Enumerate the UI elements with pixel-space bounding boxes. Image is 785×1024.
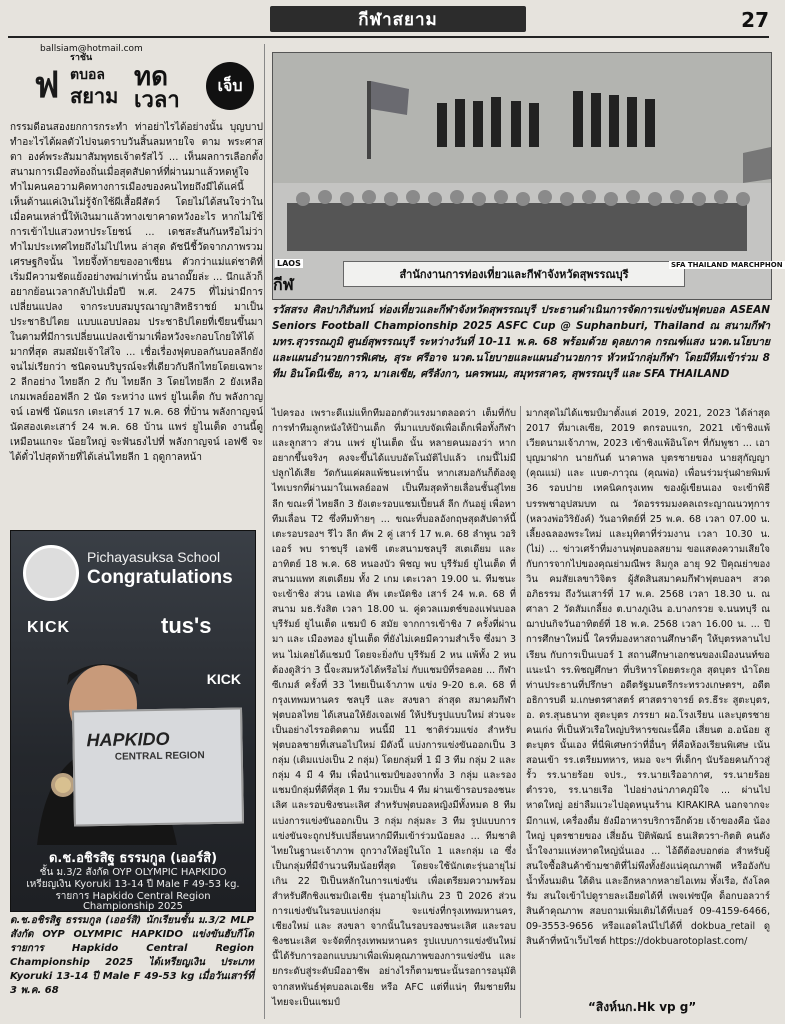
news-photo (272, 52, 783, 300)
columnist-signature: “สิงห์นก.Hk vp g” (588, 1000, 697, 1014)
section-title: กีฬาสยาม (270, 6, 526, 32)
ad-brand-text: tus's (161, 613, 212, 638)
logo-time-word2: เวลา (134, 88, 180, 113)
column-divider-right (520, 406, 521, 1018)
certificate (72, 708, 244, 827)
ad-line-medal: เหรียญเงิน Kyoruki 13-14 ปี Male F 49-53 kg. (26, 879, 240, 890)
ad-caption: ด.ช.อชิรสิฐ ธรรมกูล (เออร์สิ) นักเรียนชั้น ม.3/2 MLP สังกัด OYP OLYMPIC HAPKIDO แข่งขันฮับกีโดรายการ Hapkido Central Region Championship 2025 ได้เหรียญเงิน ประเภท Kyoruki 13-14 ปี Male F 49-53 kg เมื่อวันเสาร์ที่ 3 พ.ค. 68 (10, 915, 254, 996)
right-article-text: มากสุดไม่ได้แชมป์มาตั้งแต่ 2019, 2021, 2023 ได้ล่าสุด 2017 ที่มาเลเซีย, 2019 ตกรอบแรก, 2021 เข้าชิงแพ้เวียดนามเจ้าภาพ, 2023 เข้าชิงแพ้อินโดฯ ที่กัมพูชา ... เอาบุญมาฝาก นายกันต์ นาคาพล บุตรชายของ นายสุกัญญา (คุณแม่) และ แบต-ภาวุณ (คุณพ่อ) เพื่อนร่วมรุ่นฝ่ายพิมพ์ 36 รอบปาย เทคนิคกรุงเทพ ของผู้เขียนเอง จะเข้าพิธีบรรพชาอุปสมบท ณ วัดอรรรมมงคลเถระญาณนวทุการ (หลวงพ่อวิริยังค์) วันอาทิตย์ที่ 25 พ.ค. 68 เวลา 07.00 น. เลี้ยงฉลองพระใหม่ และมุทิตาที่ร่วมงาน เวลา 10.30 น. (ไม่) ... ข่าวเศร้าที่มงานฟุตบอลสยาม ขอแสดงความเสียใจกับการจากไปของคุณย่ามณีพร ลิมกูล อายุ 92 ปีคุณย่าของ วิน คมสัยเลขาวิจิตร ผู้สัดสินสมาคมกีฬาฟุตบอลฯ สวดอภิธรรม ถึงวันเสาร์ที่ 17 พ.ค. 2568 เวลา 18.30 น. ณ ศาลา 2 วัดสัมเกลี้ยง ต.บางภูเงิน อ.บางกรวย จ.นนทบุรี ณ ฌาปนกิจวันอาทิตย์ที่ 18 พ.ค. 2568 เวลา 16.00 น. ... ปีการศึกษาใหม่นี้ ใครที่มองหาสถานศึกษาดีๆ ให้บุตรหลานไปเรียน กับการเป็นเบอร์ 1 สถานศึกษาเอกชนของเมืองนนท์ขอแนะนำ รร.พิชญศึกษา ที่บริหารโดยตระกูล สุดบุตร นำโดย ท่านประธานที่ปรึกษา อดีตรัฐมนตรีกระทรวงเกษตรฯ, อดีตอธิการบดี ม.เกษตรศาสตร์ ศาสตราจารย์ ดร.ธีระ สูตะบุตร, อ. ดร.สุนธนาท สูตะบุตร ภรรยา ผอ.โรงเรียน และบุตรชายคนเก่ง ที่เป็นหัวเรือใหญ่บริหารขณะนี้คือ เสี่ยนต อ.อน้อย สูตะบุตร นั้นเอง ที่นี่พิเศษกว่าที่อื่นๆ ที่คือห้องเรียนพิเศษ เน้นสอนเข้า รร.เตรียมทหาร, หมอ จะฯ ที่เด็กๆ นับร้อยคนก้าวสู่รั้ว รร.นายร้อย จปร., รร.นายเรืออากาศ, รร.นายร้อยตำรวจ, รร.นายเรือ ไปอย่างน่าภาคภูมิใจ ... ผ่านไปหาดใหญ่ อย่าลืมแวะไปอุดหนุนร้าน KIRAKIRA นอกจากจะมีกาแฟ, เครื่องดื่ม ยังมีอาหารบริการอีกด้วย เจ้าของคือ น้องใหญ่ บุตรชายของ เสี่ยอ้น ปิติพัฒน์ ธนเสิตวรา-กิตติ คนดังน้ำใจงามแห่งหาดใหญ่นั่นเอง ... ไอ้ดีต้องบอกต่อ สำหรับผู้สนใจซื้อสินค้าข้ามชาติที่ไม่พึงทั้งยังแน่คุณภาพดี หรืออังกับน้ำทั้งนมดิน ใต้ดิน และอีกหลากหลายไอเทม ทั้งเรือ, ถังโลครัม สนใจเข้าไปดูรายละเอียดได้ที่ เพจเฟซบุ๊ค ด็อกบอลวาร์สินค้าคุณภาพ สอบถามเพิ่มเติมได้ที่เบอร์ 09-4159-6466, 09-3553-9656 หรือแอดไลน์ไปได้ที่ dokbua_retail ดูสินค้าที่หน้าเว็บไซต์ https://dokbuarotoplast.com/ (526, 408, 770, 948)
left-article-text: กรรมดีอนสองยกการกระทำ ท่าอย่าไรได้อย่างนั้น บุญบาปทำอะไรได้ผลตัวไปจนตราบวันสิ้นลมหายใจ ตาม พระศาสตา องค์พระสัมมาสัมพุทธเจ้าตรัสไว้ ... เห็นผลการเลือกตั้งสนามการเมืองท้องถิ่นเมื่อสุดสัปดาห์ที่ผ่านมาแล้วหดหู่ใจ ทำไมคนคอวามคิดทางการเมืองของคนไทยถึงมีได้แค่นี้ เห็นด้านแค่เงินไม่รู้จักใช้ผีเสื้อผีสัตว์ โดยไม่ได้สนใจว่าในเมื่อคนเหล่านี้ให้เงินมาแล้วทางเขาคาดหวังอะไร หากไม่ใช้การเข้าไปแสวงหาประโยชน์ ... เดชสะสันกันหรือไม่ว่า ทำไมประเทศไทยถึงไม่ไปไหน ล่าสุด ดัชนีชี้วัดจากภาพรวมเศรษฐกิจนั้น ไทยจึ้งท้ายของอาเซียน ตัวกว่าแม่แต่ชาติที่เริ่มมีความชัดแย้งอย่างพม่าเท่านั้น อนาถมั๊ยล่ะ ... นึกแล้วก็อยากย้อนเวลากลับไปเมื่อปี พ.ศ. 2475 ที่ไม่น่ามีการเปลี่ยนแปลง จากระบบสมบูรณาญาสิทธิราชย์ มาเป็นประชาธิปไตย แบบแอบปลอม ประชาธิปไตยที่เขียนขึ้นมาในตามที่มีการเปลี่ยนแปลงเข้ามาเพื่อหวังจะกอบโกยให้ได้มากที่สุด สมสมัยเจ้าใส่ใจ ... เชื่อเรื่องฟุตบอลกันบอลลีกยังจนไม่เรียกว่า ชนิดจนบริบูรณ์จะที่เดียวกับลีกไทยโดยเฉพาะ 2 ลีกอย่าง ไทยลีก 2 กับ ไทยลีก 3 โดยไทยลีก 2 ยังเหลือเกมเพลย์ออฟลีก 2 นัด ระหว่าง แพร่ ยูไนเต็ด กับ พลังกาญจน์ เอฟซี นัดแรก เตะเสาร์ 17 พ.ค. 68 ที่บ้าน พลังกาญจน์ นัดสองเตะเสาร์ 24 พ.ค. 68 บ้าน แพร่ ยูไนเต็ด งานนี้ดูเหมือนแกจะ น้อยใหญ่ จะฟันธงไปที่ พลังกาญจน์ เอฟซี จะได้ตั๋วไปสุดท้ายที่ได้เล่นไทยลีก 1 ฤดูกาลหน้า (10, 122, 263, 463)
logo-word2: สยาม (70, 84, 119, 108)
photo-sign-right: MARCHPHON (731, 261, 783, 269)
photo-sign-laos: LAOS (277, 259, 301, 268)
header-rule (8, 36, 769, 38)
photo-sign-sfa: SFA THAILAND (671, 261, 729, 269)
ad-congratulations: Congratulations (87, 567, 233, 588)
logo-time-word1: ทด (134, 62, 169, 92)
photo-banner: สำนักงานการท่องเที่ยวและกีฬาจังหวัดสุพรรณบุรี (343, 261, 685, 287)
photo-banner-left: กีฬ (273, 275, 294, 294)
middle-column (272, 406, 516, 1018)
logo-seal: เจ็บ (206, 62, 254, 110)
column-logo-block (34, 53, 254, 114)
page-number: 27 (741, 8, 769, 32)
school-seal-icon (23, 545, 79, 601)
logo-sub: ราชัน (70, 53, 93, 63)
logo-letter: ฟ (34, 64, 58, 106)
column-divider-left (264, 44, 265, 1019)
certificate-subtitle: CENTRAL REGION (114, 750, 205, 763)
column-logo (10, 44, 263, 116)
ad-kick-logo-right: KICK (206, 671, 241, 687)
masthead (0, 0, 777, 40)
ad-line-championship: Championship 2025 (82, 901, 184, 912)
ad-school-name: Pichayasuksa School (87, 549, 221, 565)
photo-caption: รวัสสรง ศิลปาภิสันทน์ ท่องเที่ยวและกีฬาจังหวัดสุพรรณบุรี ประธานดำเนินการจัดการแข่งขันฟุตบอล ASEAN Seniors Football Championship 2025 ASFC Cup @ Suphanburi, Thailand ณ สนามกีฬา มทร.สุวรรณภูมิ ศูนย์สุพรรณบุรี ระหว่างวันที่ 10-11 พ.ค. 68 พร้อมด้วย ดุลยภาค กรณฑ์แสง นวต.นโยบายและแผนอำนวยการพิเศษ, สุระ ศรีอาจ นวต.นโยบายและแผนอำนวยการ หัวหน้ากลุ่มกีฬา โดยมีทีมเข้าร่วม 8 ทีม อินโดนีเซีย, ลาว, มาเลเซีย, ศรีลังกา, นครพนม, สมุทรสาคร, สุพรรณบุรี และ SFA THAILAND (272, 304, 770, 380)
ad-kick-logo-left: KICK (27, 619, 71, 636)
right-column (526, 406, 770, 986)
advertisement (10, 530, 256, 912)
ad-line-event: รายการ Hapkido Central Region (55, 891, 211, 902)
logo-word1: ตบอล (70, 67, 105, 83)
middle-article-text: ไปครอง เพราะดีแม่แท็กทีมออกตัวแรงมาตลอดว่า เต็มที่กับการทำทีมลูกหนังให้ป้านเด็ก ที่มาแบบจัดเพื่อเด็กเพื่อทั้งกีฬาและลูกสาว ส่วน แพร่ ยูไนเต็ด นั้น หลายคนมองว่า หากอยากขึ้นจริงๆ คงจะขึ้นได้แบบอัตโนมัติไปแล้ว เกมนี้ไม่มีปลูกได้เสีย วัดกันแค่ผลแพ้ชนะเท่านั้น หากเสมอกันก็ต้องดูไทเบรกที่ผ่านมาในเพลย์ออฟ เป็นทีมสุดท้ายเลื่อนชั้นสู่ไทยลีก ขณะที่ ไทยลีก 3 ยังเตะรอบแชมเปี้ยนส์ ลีก กันอยู่ เพื่อหาทีมเลื่อน T2 ซึ่งทีมท้ายๆ ... ขณะที่บอลอังกฤษสุดสัปดาห์นี้ เตะรอบรองฯ รีไว ลีก คัพ 2 คู่ เสาร์ 17 พ.ค. 68 ลำพูน วอริเออร์ พบ ราชบุรี เอฟซี เตะสนามชลบุรี สเตเดียม และอาทิตย์ 18 พ.ค. 68 หนองบัว พิชญ พบ บุรีรัมย์ ยูไนเต็ด ที่สนามแพท สเตเดียม ทั้ง 2 เกม เตะเวลา 19.00 น. ทีมชนะจะเข้าชิง ส่วน เอฟเอ คัพ เตะนัดชิง เสาร์ 24 พ.ค. 68 ที่สนาม มธ.รังสิต เวลา 18.00 น. คู่ดวลแมตช์ของแฟนบอล บุรีรัมย์ ยูไนเต็ด แชมป์ 6 สมัย จากการเข้าชิง 7 ครั้งที่ผ่านมา และ เมืองทอง ยูไนเต็ด ที่ยังไม่เคยมีความสำเร็จ ซึ่งมา 3 หน ไม่เคยได้แชมป์ โดยจะยิ่งกับ บุรีรัมย์ 2 หน แพ้ทั้ง 2 หน ต้องดูสิว่า 3 นี้จะสมหวังได้หรือไม่ กับแชมป์ที่รอคอย ... กีฬาซีเกมส์ ครั้งที่ 33 ไทยเป็นเจ้าภาพ แข่ง 9-20 ธ.ค. 68 ที่กรุงเทพมหานคร ชลบุรี และ สงขลา ล่าสุด สมาคมกีฬาฟุตบอลไทย ได้เสนอให้ยังเจอเฟย์ ให้ปรับรูปแบบใหม่ ส่วนจะเป็นอย่างไรรอติดตาม หนนี้มี 11 ชาติร่วมแข่ง สำหรับฟุตบอลชายที่เสนอไปใหม่ มีดังนี้ แบ่งการแข่งขันออกเป็น 3 กลุ่ม (เดิมแบ่งเป็น 2 กลุ่ม) โดยกลุ่มที่ 1 มี 3 ทีม กลุ่ม 2 และ กลุ่ม 4 มี 4 ทีม เพื่อนำแชมป์ของจากทั้ง 3 กลุ่ม และรองแชมป์กลุ่มที่ดีที่สุด 1 ทีม รวมเป็น 4 ทีม ผ่านเข้ารอบรองชนะเลิศ และรอบชิงชนะเลิศ สำหรับฟุตบอลหญิงมีทั้งหมด 8 ทีม แบ่งการแข่งขันออกเป็น 3 กลุ่ม กลุ่มละ 3 ทีม รูปแบบการแข่งขันจะถูกปรับเปลี่ยนหากมีทีมเข้าร่วมน้อยลง ... ทีมชาติไทยในฐานะเจ้าภาพ ถูกวางให้อยู่ในโถ 1 และกลุ่ม เอ ซึ่งเป็นกลุ่มที่มีจำนวนทีมน้อยที่สุด โดยจะใช้นักเตะรุ่นอายุไม่เกิน 22 ปีเป็นหลักในการแข่งขัน เพื่อเตรียมความพร้อมสำหรับศึกชิงแชมป์เอเชีย รุ่นอายุไม่เกิน 23 ปี 2026 ส่วนการแข่งขันในรอบแบ่งกลุ่ม จะแข่งที่กรุงเทพมหานคร, เชียงใหม่ และ สงขลา จากนั้นในรอบรองชนะเลิศ และรอบชิงชนะเลิศ จะจัดที่กรุงเทพมหานคร รูปแบบการแข่งขันใหม่นี้ได้รับการออกแบบมาเพื่อเพิ่มคุณภาพของการแข่งขัน และยกระดับสู่ระดับมืออาชีพ อย่างไรก็ตามชนะนั้นรอการอนุมัติจากสหพันธ์ฟุตบอลเอเชีย หรือ AFC แต่ที่แน่ๆ ทีมชายทีมไทยจะเป็นแชมป์ (272, 408, 516, 1008)
ad-athlete-name: ด.ช.อชิรสิฐ ธรรมกูล (เออร์สิ) (48, 851, 218, 866)
left-column (10, 44, 263, 528)
email-address: ballsiam@hotmail.com (40, 44, 143, 54)
certificate-title: HAPKIDO (86, 728, 170, 751)
ad-line-class: ชั้น ม.3/2 สังกัด OYP OLYMPIC HAPKIDO (39, 867, 227, 878)
